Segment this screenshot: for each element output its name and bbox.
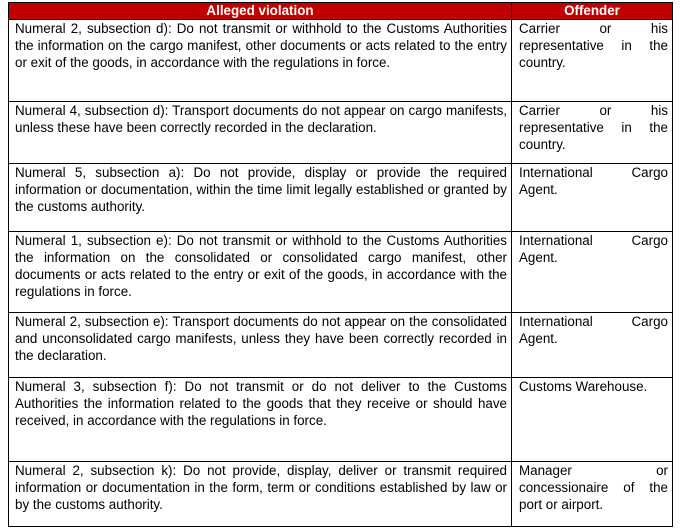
table-row — [9, 462, 673, 527]
header-alleged-violation: Alleged violation — [9, 3, 512, 20]
offender-cell: International Cargo Agent. — [512, 232, 673, 313]
offender-cell: Carrier or his representative in the country. — [512, 102, 673, 164]
violation-cell: Numeral 1, subsection e): Do not transmit or withhold to the Customs Authorities the information on the consolidated or consolidated cargo manifest, other documents or acts related to the entry or exit of the goods, in accordance with the regulations in force. — [9, 232, 512, 313]
offender-cell: International Cargo Agent. — [512, 164, 673, 232]
offender-cell: Manager or concessionaire of the port or airport. — [512, 462, 673, 527]
table-row — [9, 102, 673, 164]
offender-cell: Customs Warehouse. — [512, 378, 673, 462]
violation-cell: Numeral 2, subsection k): Do not provide, display, deliver or transmit required information or documentation in the form, term or conditions established by law or by the customs authority. — [9, 462, 512, 527]
table-row — [9, 378, 673, 462]
header-row — [9, 3, 673, 20]
offender-cell: International Cargo Agent. — [512, 313, 673, 378]
violation-cell: Numeral 3, subsection f): Do not transmit or do not deliver to the Customs Authorities the information related to the goods that they receive or should have received, in accordance with the regulations in force. — [9, 378, 512, 462]
violation-cell: Numeral 2, subsection d): Do not transmit or withhold to the Customs Authorities the information on the cargo manifest, other documents or acts related to the entry or exit of the goods, in accordance with the regulations in force. — [9, 20, 512, 102]
table-row — [9, 164, 673, 232]
table-row — [9, 232, 673, 313]
violation-cell: Numeral 2, subsection e): Transport documents do not appear on the consolidated and unconsolidated cargo manifests, unless they have been correctly recorded in the declaration. — [9, 313, 512, 378]
table-row — [9, 20, 673, 102]
header-offender: Offender — [512, 3, 673, 20]
violation-cell: Numeral 4, subsection d): Transport documents do not appear on cargo manifests, unless these have been correctly recorded in the declaration. — [9, 102, 512, 164]
violations-table — [8, 2, 673, 527]
offender-cell: Carrier or his representative in the country. — [512, 20, 673, 102]
table-row — [9, 313, 673, 378]
violation-cell: Numeral 5, subsection a): Do not provide, display or provide the required information or documentation, within the time limit legally established or granted by the customs authority. — [9, 164, 512, 232]
